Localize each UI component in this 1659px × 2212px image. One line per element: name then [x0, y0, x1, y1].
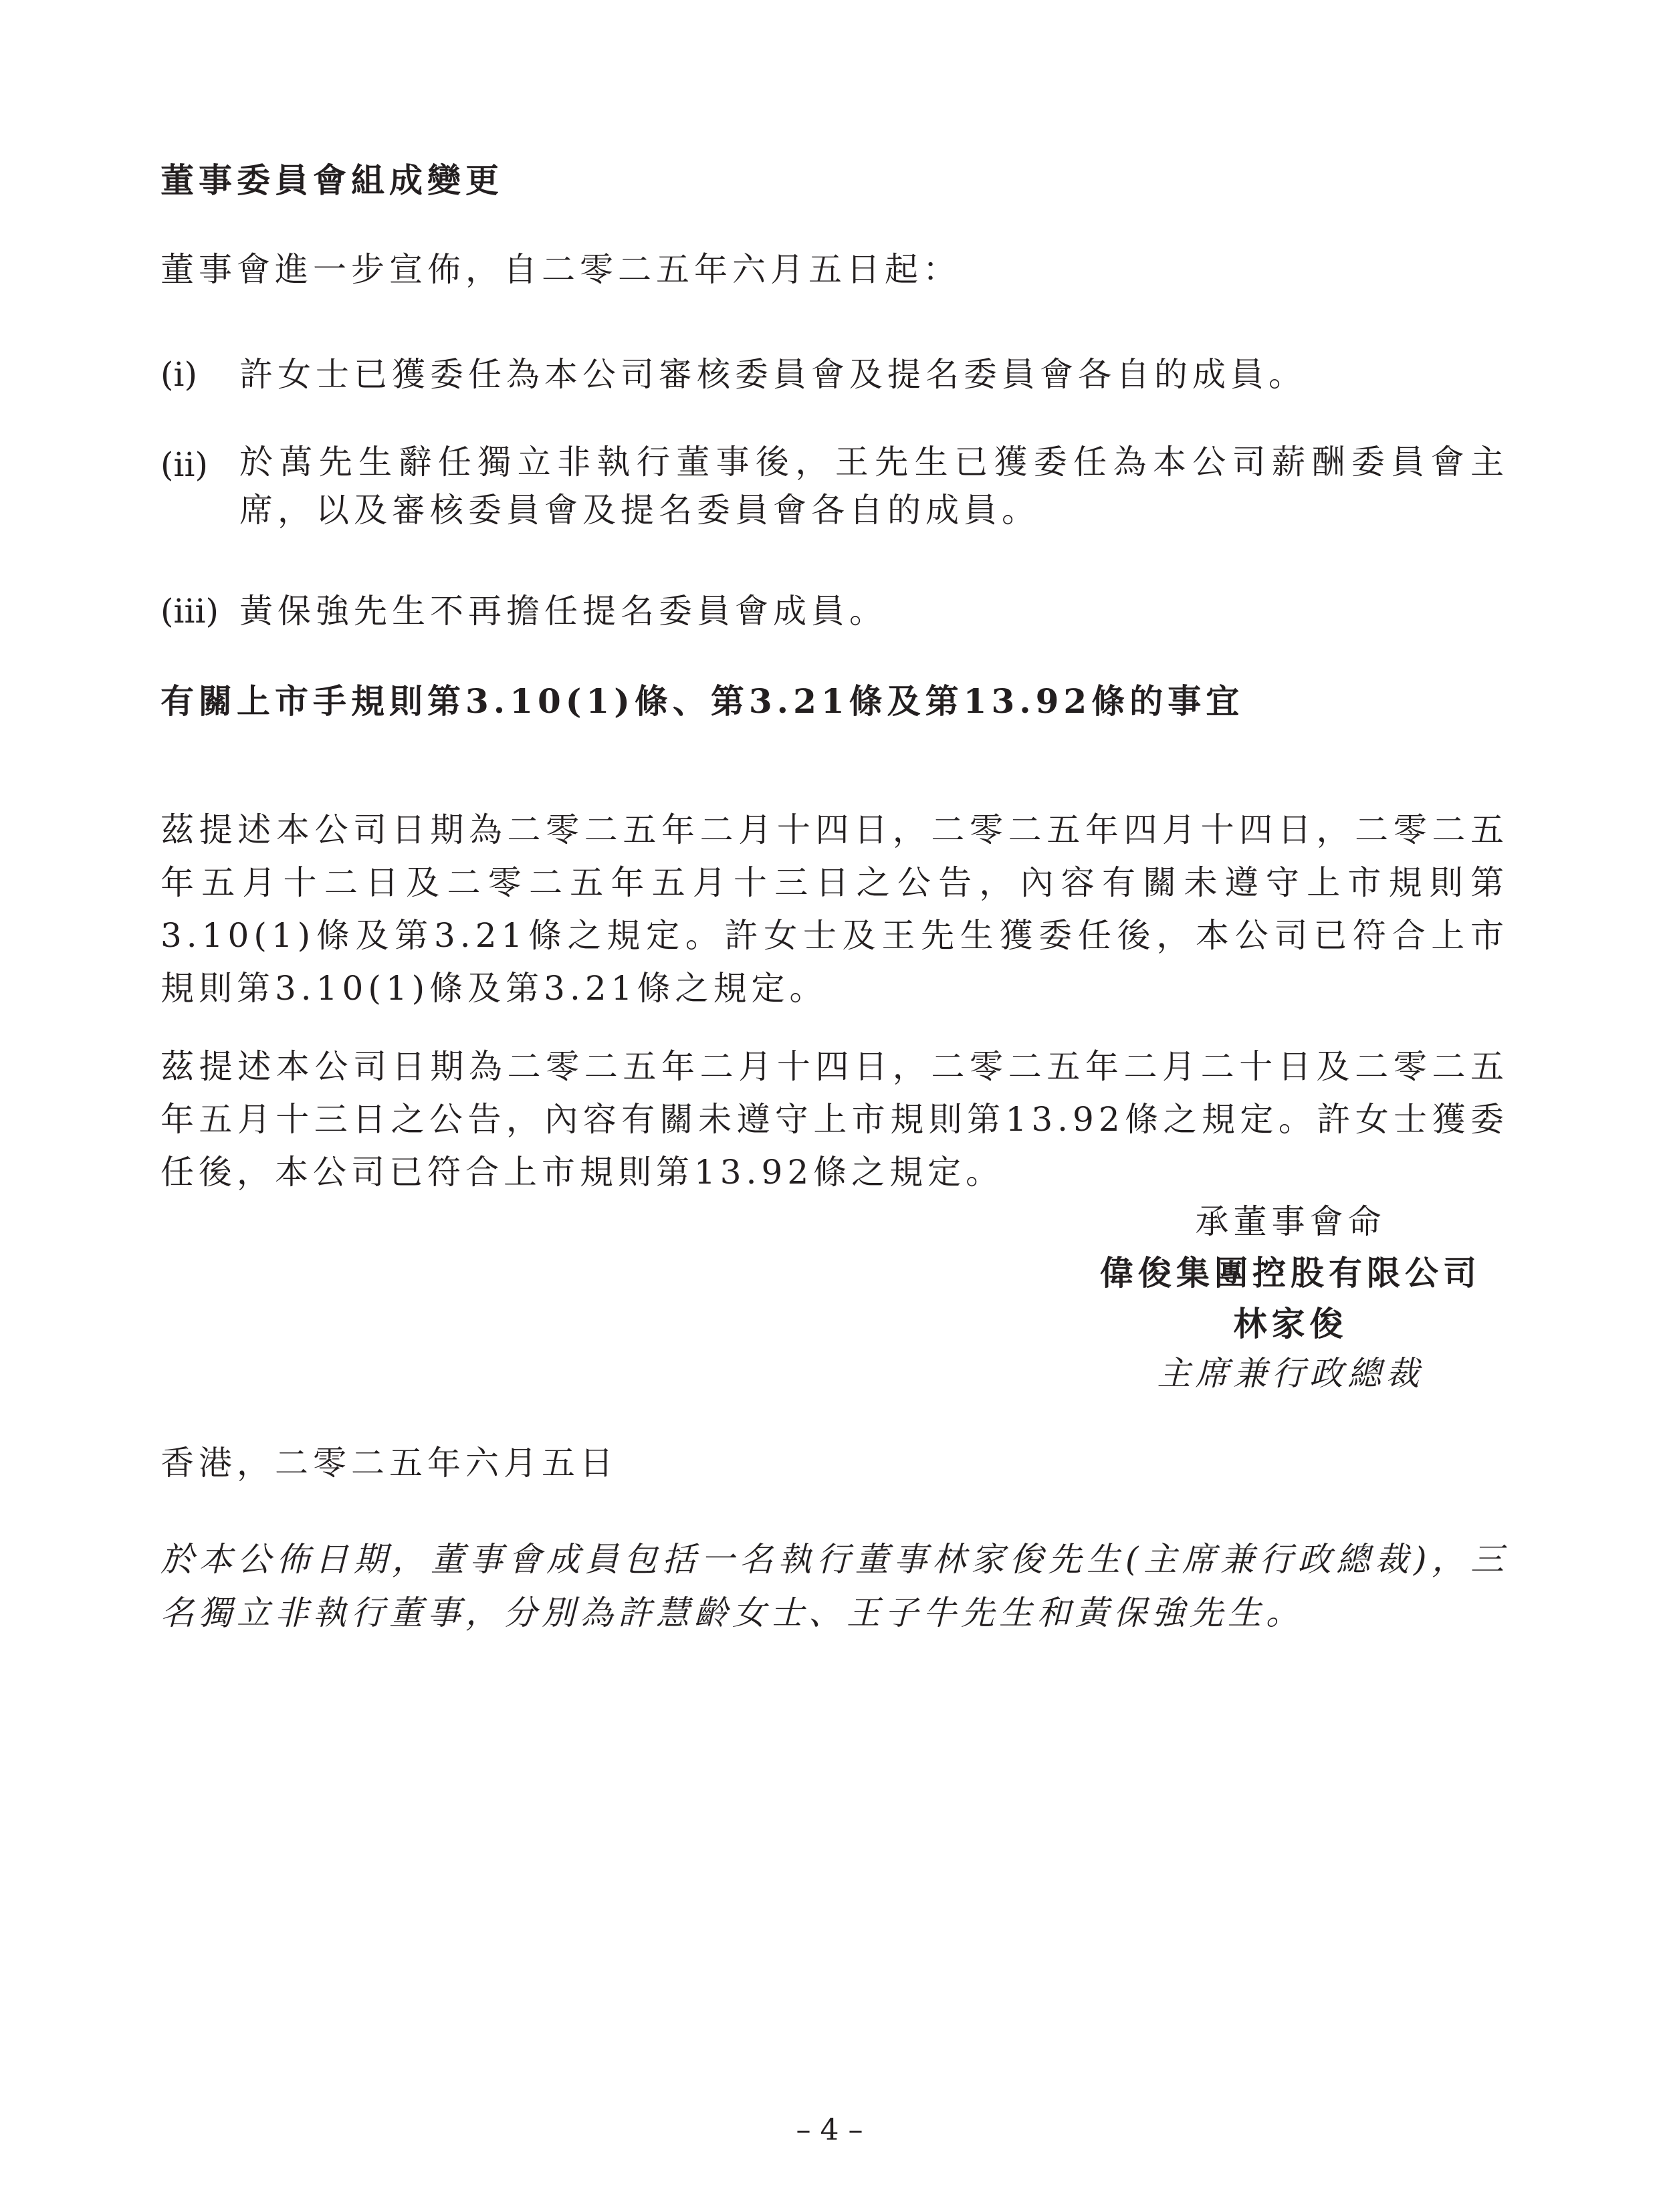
signature-name: 林家俊 — [1233, 1304, 1348, 1343]
listing-rules-paragraph-2: 茲提述本公司日期為二零二五年二月十四日，二零二五年二月二十日及二零二五年五月十三日之公告，內容有關未遵守上市規則第13.92條之規定。許女士獲委任後，本公司已符合上市規則第13.92條之規定。 — [160, 1047, 1509, 1192]
list-item-number: (iii) — [160, 592, 219, 631]
signature-title: 主席兼行政總裁 — [1157, 1354, 1424, 1393]
section-heading-listing-rules: 有關上市手規則第3.10(1)條、第3.21條及第13.92條的事宜 — [160, 681, 1244, 721]
signature-company: 偉俊集團控股有限公司 — [1100, 1253, 1481, 1293]
listing-rules-paragraph-1: 茲提述本公司日期為二零二五年二月十四日，二零二五年四月十四日，二零二五年五月十二日及二零二五年五月十三日之公告，內容有關未遵守上市規則第3.10(1)條及第3.21條之規定。許女士及王先生獲委任後，本公司已符合上市規則第3.10(1)條及第3.21條之規定。 — [160, 810, 1509, 1008]
signature-order: 承董事會命 — [1195, 1202, 1386, 1241]
list-item — [160, 348, 1509, 401]
list-item-text: 於萬先生辭任獨立非執行董事後，王先生已獲委任為本公司薪酬委員會主席，以及審核委員會及提名委員會各自的成員。 — [239, 443, 1509, 530]
section-heading-committee-changes: 董事委員會組成變更 — [160, 160, 504, 200]
board-composition-note: 於本公佈日期，董事會成員包括一名執行董事林家俊先生(主席兼行政總裁)，三名獨立非執行董事，分別為許慧齡女士、王子牛先生和黃保強先生。 — [160, 1540, 1509, 1632]
intro-paragraph: 董事會進一步宣佈，自二零二五年六月五日起： — [160, 250, 961, 289]
list-item-text: 黃保強先生不再擔任提名委員會成員。 — [239, 592, 887, 631]
list-item — [160, 438, 1509, 534]
page-number: – 4 – — [796, 2113, 863, 2147]
list-item-text: 許女士已獲委任為本公司審核委員會及提名委員會各自的成員。 — [239, 355, 1307, 394]
list-item-number: (i) — [160, 355, 198, 394]
list-item-number: (ii) — [160, 445, 208, 484]
place-date: 香港，二零二五年六月五日 — [160, 1444, 618, 1482]
list-item — [160, 584, 1509, 638]
